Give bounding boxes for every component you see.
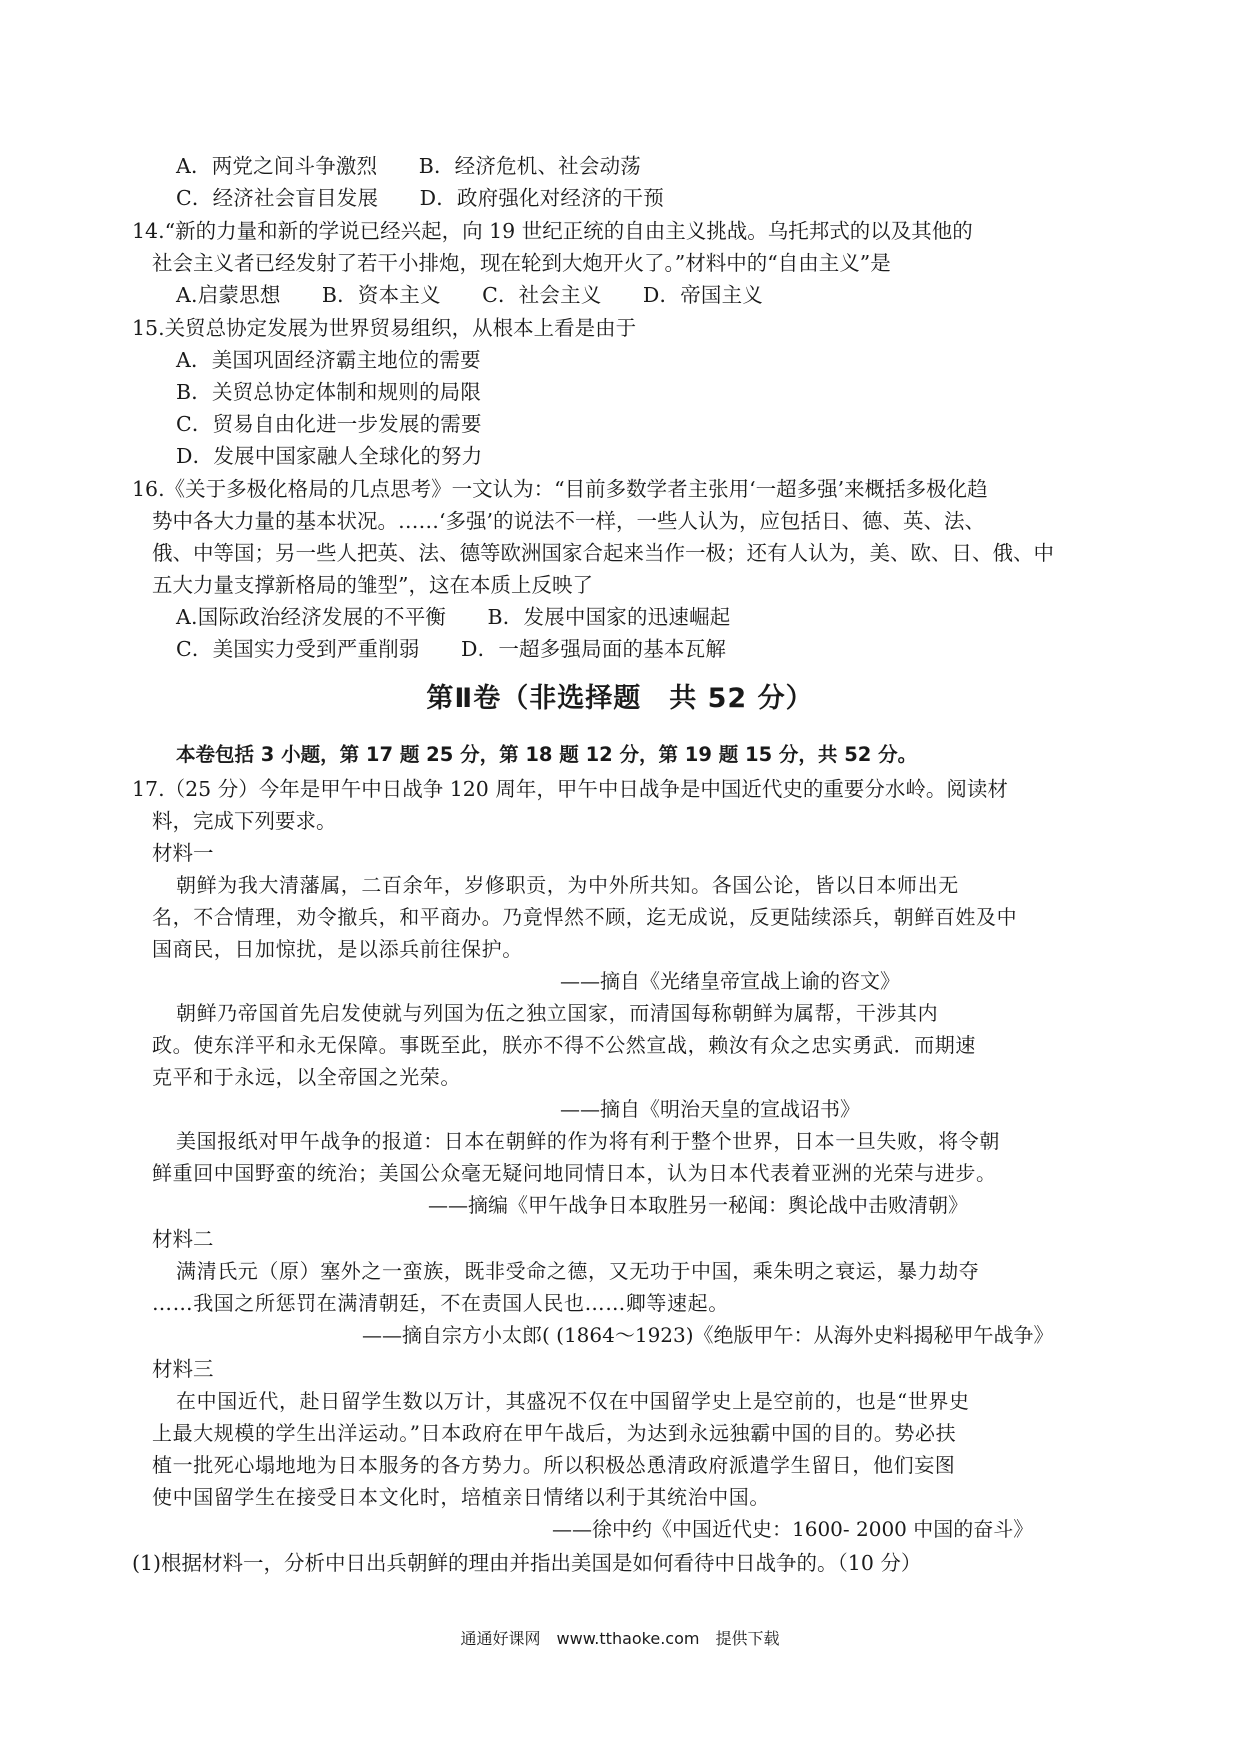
material-1-para-1-source: ——摘自《光绪皇帝宣战上谕的咨文》 — [560, 969, 900, 993]
material-3-source: ——徐中约《中国近代史：1600- 2000 中国的奋斗》 — [552, 1517, 1034, 1541]
material-2-label: 材料二 — [152, 1227, 214, 1251]
material-1-para-1-line-2: 名，不合情理，劝令撤兵，和平商办。乃竟悍然不顾，迄无成说，反更陆续添兵，朝鲜百姓及中 — [152, 905, 1018, 929]
section-2-title: 第Ⅱ卷（非选择题 共 52 分） — [426, 683, 814, 714]
q13-option-line-2: C．经济社会盲目发展 D．政府强化对经济的干预 — [176, 186, 664, 210]
material-1-para-2-source: ——摘自《明治天皇的宣战诏书》 — [560, 1097, 860, 1121]
q16-options-line-1: A.国际政治经济发展的不平衡 B．发展中国家的迅速崛起 — [176, 605, 731, 629]
material-1-para-3-source: ——摘编《甲午战争日本取胜另一秘闻：舆论战中击败清朝》 — [428, 1193, 968, 1217]
q14-options: A.启蒙思想 B．资本主义 C．社会主义 D．帝国主义 — [176, 283, 764, 307]
q15-option-d: D．发展中国家融人全球化的努力 — [176, 444, 483, 468]
material-2-line-2: ……我国之所惩罚在满清朝廷，不在责国人民也……卿等速起。 — [152, 1291, 729, 1315]
q15-option-b: B．关贸总协定体制和规则的局限 — [176, 380, 482, 404]
material-1-para-3-line-1: 美国报纸对甲午战争的报道：日本在朝鲜的作为将有利于整个世界，日本一旦失败，将令朝 — [176, 1129, 1000, 1153]
q16-stem-line-1: 16.《关于多极化格局的几点思考》一文认为：“目前多数学者主张用‘一超多强’来概括多极化趋 — [132, 477, 988, 501]
q16-options-line-2: C．美国实力受到严重削弱 D．一超多强局面的基本瓦解 — [176, 637, 727, 661]
q16-stem-line-3: 俄、中等国；另一些人把英、法、德等欧洲国家合起来当作一极；还有人认为，美、欧、日、俄、中 — [152, 541, 1054, 565]
material-2-source: ——摘自宗方小太郎( (1864～1923)《绝版甲午：从海外史料揭秘甲午战争》 — [362, 1323, 1054, 1347]
material-1-para-2-line-1: 朝鲜乃帝国首先启发使就与列国为伍之独立国家，而清国每称朝鲜为属帮，干涉其内 — [176, 1001, 939, 1025]
q17-stem-line-1: 17.（25 分）今年是甲午中日战争 120 周年，甲午中日战争是中国近代史的重要分水岭。阅读材 — [132, 777, 1008, 801]
q15-option-a: A．美国巩固经济霸主地位的需要 — [176, 348, 481, 372]
material-3-label: 材料三 — [152, 1357, 214, 1381]
q17-stem-line-2: 料，完成下列要求。 — [152, 809, 337, 833]
q15-option-c: C．贸易自由化进一步发展的需要 — [176, 412, 482, 436]
page-footer: 通通好课网 www.tthaoke.com 提供下载 — [460, 1629, 780, 1648]
material-1-para-2-line-2: 政。使东洋平和永无保障。事既至此，朕亦不得不公然宣战，赖汝有众之忠实勇武．而期速 — [152, 1033, 976, 1057]
material-1-para-2-line-3: 克平和于永远，以全帝国之光荣。 — [152, 1065, 461, 1089]
material-1-para-1-line-3: 国商民，日加惊扰，是以添兵前往保护。 — [152, 937, 523, 961]
material-1-label: 材料一 — [152, 841, 214, 865]
q15-stem: 15.关贸总协定发展为世界贸易组织，从根本上看是由于 — [132, 316, 637, 340]
q13-option-line-1: A．两党之间斗争激烈 B．经济危机、社会动荡 — [176, 154, 641, 178]
q16-stem-line-4: 五大力量支撑新格局的雏型”，这在本质上反映了 — [152, 573, 593, 597]
q14-stem-line-2: 社会主义者已经发射了若干小排炮，现在轮到大炮开火了。”材料中的“自由主义”是 — [152, 251, 891, 275]
section-2-note: 本卷包括 3 小题，第 17 题 25 分，第 18 题 12 分，第 19 题 15 分，共 52 分。 — [176, 743, 918, 766]
material-2-line-1: 满清氏元（原）塞外之一蛮族，既非受命之德，又无功于中国，乘朱明之衰运，暴力劫夺 — [176, 1259, 980, 1283]
material-3-line-1: 在中国近代，赴日留学生数以万计，其盛况不仅在中国留学史上是空前的，也是“世界史 — [176, 1389, 970, 1413]
material-3-line-3: 植一批死心塌地地为日本服务的各方势力。所以积极怂恿清政府派遣学生留日，他们妄图 — [152, 1453, 956, 1477]
material-3-line-4: 使中国留学生在接受日本文化时，培植亲日情绪以利于其统治中国。 — [152, 1485, 770, 1509]
q17-subquestion-1: (1)根据材料一，分析中日出兵朝鲜的理由并指出美国是如何看待中日战争的。（10 分） — [132, 1551, 922, 1575]
material-1-para-1-line-1: 朝鲜为我大清藩属，二百余年，岁修职贡，为中外所共知。各国公论，皆以日本师出无 — [176, 873, 959, 897]
q14-stem-line-1: 14.“新的力量和新的学说已经兴起，向 19 世纪正统的自由主义挑战。乌托邦式的以及其他的 — [132, 219, 973, 243]
material-1-para-3-line-2: 鲜重回中国野蛮的统治；美国公众毫无疑问地同情日本，认为日本代表着亚洲的光荣与进步。 — [152, 1161, 997, 1185]
q16-stem-line-2: 势中各大力量的基本状况。……‘多强’的说法不一样，一些人认为，应包括日、德、英、法、 — [152, 509, 986, 533]
material-3-line-2: 上最大规模的学生出洋运动。”日本政府在甲午战后，为达到永远独霸中国的目的。势必扶 — [152, 1421, 957, 1445]
